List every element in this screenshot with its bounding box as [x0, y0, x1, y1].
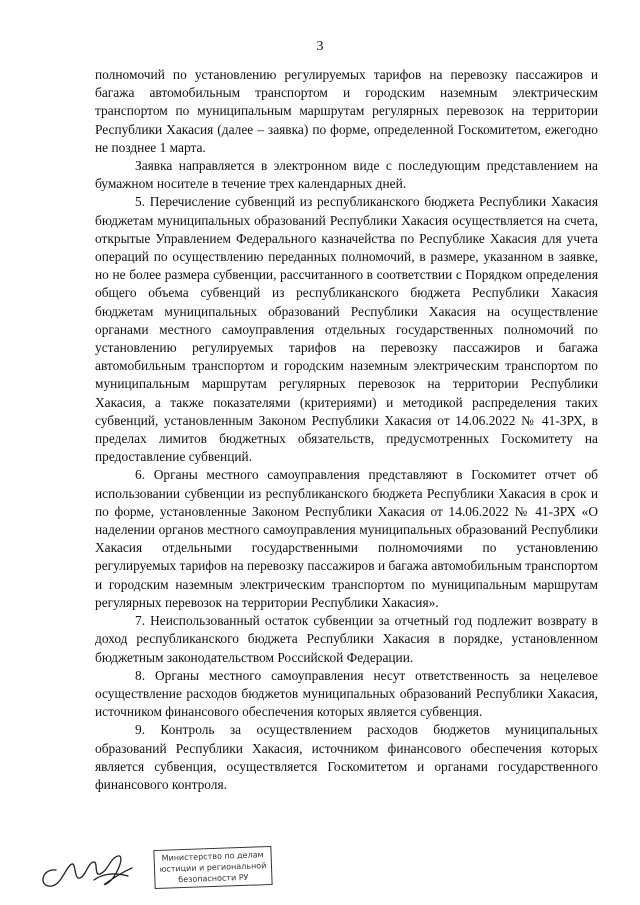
signature	[36, 840, 156, 900]
registration-stamp	[153, 846, 272, 889]
paragraph-item-6: 6. Органы местного самоуправления представляют в Госкомитет отчет об использовании субвенции из республиканского бюджета Республики Хакасия в срок и по форме, установленные Законом Республики Хакасия от 14.06.2022 № 41-ЗРХ «О наделении органов местного самоуправления муниципальных образований Республики Хакасия отдельными государственными полномочиями по установлению регулируемых тарифов на перевозку пассажиров и багажа автомобильным транспортом и городским наземным электрическим транспортом по муниципальным маршрутам регулярных перевозок на территории Республики Хакасия».	[95, 467, 598, 610]
footer	[36, 840, 296, 900]
paragraph-item-7: 7. Неиспользованный остаток субвенции за отчетный год подлежит возврату в доход республиканского бюджета Республики Хакасия в порядке, установленном бюджетным законодательством Российской Федерации.	[95, 613, 598, 665]
stamp-line-1: Министерство по делам	[161, 850, 264, 863]
paragraph-item-8: 8. Органы местного самоуправления несут ответственность за нецелевое осуществление расходов бюджетов муниципальных образований Республики Хакасия, источником финансового обеспечения которых является субвенция.	[95, 667, 598, 720]
paragraph-continuation: полномочий по установлению регулируемых тарифов на перевозку пассажиров и багажа автомобильным транспортом и городским наземным электрическим транспортом по муниципальным маршрутам регулярных перевозок на территории Республики Хакасия (далее – заявка) по форме, определенной Госкомитетом, ежегодно не позднее 1 марта.	[95, 67, 598, 155]
paragraph-item-9: 9. Контроль за осуществлением расходов бюджетов муниципальных образований Республики Хакасия, источником финансового обеспечения которых является субвенция, осуществляется Госкомитетом и органами государственного финансового контроля.	[95, 722, 598, 792]
document-body	[95, 66, 598, 794]
stamp-line-3: безопасности РУ	[178, 872, 249, 885]
paragraph-item-5: 5. Перечисление субвенций из республиканского бюджета Республики Хакасия бюджетам муниципальных образований Республики Хакасия осуществляется на счета, открытые Управлением Федерального казначейства по Республике Хакасия для учета операций по осуществлению переданных полномочий, в размере, указанном в заявке, но не более размера субвенции, рассчитанного в соответствии с Порядком определения общего объема субвенций из республиканского бюджета Республики Хакасия бюджетам муниципальных образований Республики Хакасия на осуществление органами местного самоуправления отдельных государственных полномочий по установлению регулируемых тарифов на перевозку пассажиров и багажа автомобильным транспортом и городским наземным электрическим транспортом по муниципальным маршрутам регулярных перевозок на территории Республики Хакасия, а также показателями (критериями) и методикой распределения таких субвенций, установленным Законом Республики Хакасия от 14.06.2022 № 41-ЗРХ, в пределах лимитов бюджетных обязательств, предусмотренных Госкомитету на предоставление субвенций.	[95, 194, 598, 465]
page-number: 3	[316, 39, 324, 54]
paragraph-application: Заявка направляется в электронном виде с последующим представлением на бумажном носителе в течение трех календарных дней.	[95, 158, 598, 192]
stamp-line-2: юстиции и региональной	[159, 861, 267, 874]
